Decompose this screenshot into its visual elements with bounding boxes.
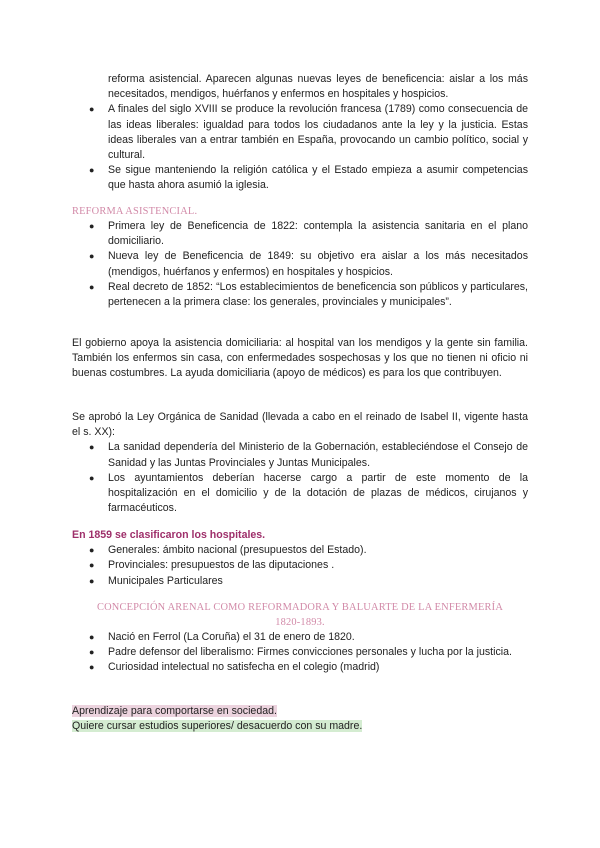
bullet-icon: ● (89, 251, 95, 262)
list-item: ● Provinciales: presupuestos de las diputaciones . (72, 558, 528, 573)
paragraph: Se aprobó la Ley Orgánica de Sanidad (llevada a cabo en el reinado de Isabel II, vigente hasta el s. XX): (72, 411, 528, 439)
list-item: ● Padre defensor del liberalismo: Firmes convicciones personales y lucha por la justicia. (72, 645, 528, 660)
gobierno-section (72, 336, 528, 382)
list-item: ● Se sigue manteniendo la religión católica y el Estado empieza a asumir competencias que hasta ahora asumió la iglesia. (89, 164, 528, 192)
list-item: ● Municipales Particulares (72, 574, 528, 589)
hospitales-section (72, 528, 528, 589)
list-item: ● Real decreto de 1852: “Los establecimientos de beneficencia son públicos y particulares, pertenecen a la primera clase: los generales, provinciales y municipales”. (89, 280, 528, 309)
bullet-icon: ● (89, 647, 95, 658)
intro-section (72, 72, 528, 194)
list-item: ● A finales del siglo XVIII se produce la revolución francesa (1789) como consecuencia de las ideas liberales: igualdad para todos los ciudadanos ante la ley y la justicia. Estas ideas liberales van a entrar también en España, provocando un cambio político, social y cultural. (89, 103, 528, 162)
reforma-section (72, 204, 528, 310)
bullet-icon: ● (89, 632, 95, 642)
section-heading: REFORMA ASISTENCIAL. (72, 206, 198, 217)
intro-continuation: reforma asistencial. Aparecen algunas nuevas leyes de beneficencia: aislar a los más necesitados, mendigos, huérfanos y enfermos en hospitales y hospicios. (108, 73, 528, 101)
list-item: ● Nació en Ferrol (La Coruña) el 31 de enero de 1820. (72, 630, 528, 645)
bullet-icon: ● (89, 221, 95, 231)
bullet-icon: ● (89, 442, 95, 453)
bullet-icon: ● (89, 662, 95, 673)
concepcion-list (72, 630, 528, 676)
ley-sanidad-list (72, 440, 528, 516)
section-heading: CONCEPCIÓN ARENAL COMO REFORMADORA Y BALUARTE DE LA ENFERMERÍA (96, 602, 504, 613)
section-subheading: 1820-1893. (275, 617, 325, 628)
bullet-icon: ● (89, 545, 95, 556)
list-item: ● Nueva ley de Beneficencia de 1849: su objetivo era aislar a los más necesitados (mendigos, huérfanos y enfermos) en hospitales y hospicios. (89, 250, 528, 278)
bullet-icon: ● (89, 560, 95, 571)
list-item: ● Generales: ámbito nacional (presupuestos del Estado). (72, 543, 528, 558)
bullet-icon: ● (89, 104, 95, 115)
bullet-icon: ● (89, 281, 95, 292)
section-heading: En 1859 se clasificaron los hospitales. (72, 529, 266, 541)
list-item: ● Los ayuntamientos deberían hacerse cargo a partir de este momento de la hospitalización en el domicilio y de la dotación de plazas de médicos, cirujanos y farmacéuticos. (89, 471, 528, 515)
highlights-section (72, 704, 528, 734)
ley-sanidad-section (72, 410, 528, 516)
bullet-icon: ● (89, 165, 95, 176)
highlight-line: Aprendizaje para comportarse en sociedad. (72, 705, 277, 717)
bullet-icon: ● (89, 575, 95, 586)
hospitales-list (72, 543, 528, 589)
list-item: ● Primera ley de Beneficencia de 1822: contempla la asistencia sanitaria en el plano domiciliario. (89, 220, 528, 248)
list-item: ● Curiosidad intelectual no satisfecha en el colegio (madrid) (72, 660, 528, 675)
paragraph: El gobierno apoya la asistencia domiciliaria: al hospital van los mendigos y la gente sin familia. También los enfermos sin casa, con enfermedades sospechosas y los que no tienen ni oficio ni buenas costumbres. La ayuda domiciliaria (apoyo de médicos) es para los que contribuyen. (72, 337, 528, 380)
intro-list (72, 102, 528, 193)
concepcion-section (72, 600, 528, 676)
highlight-line: Quiere cursar estudios superiores/ desacuerdo con su madre. (72, 720, 363, 733)
bullet-icon: ● (89, 472, 95, 483)
list-item: ● La sanidad dependería del Ministerio de la Gobernación, estableciéndose el Consejo de Sanidad y las Juntas Provinciales y Juntas Municipales. (89, 441, 528, 469)
reforma-list (72, 219, 528, 310)
